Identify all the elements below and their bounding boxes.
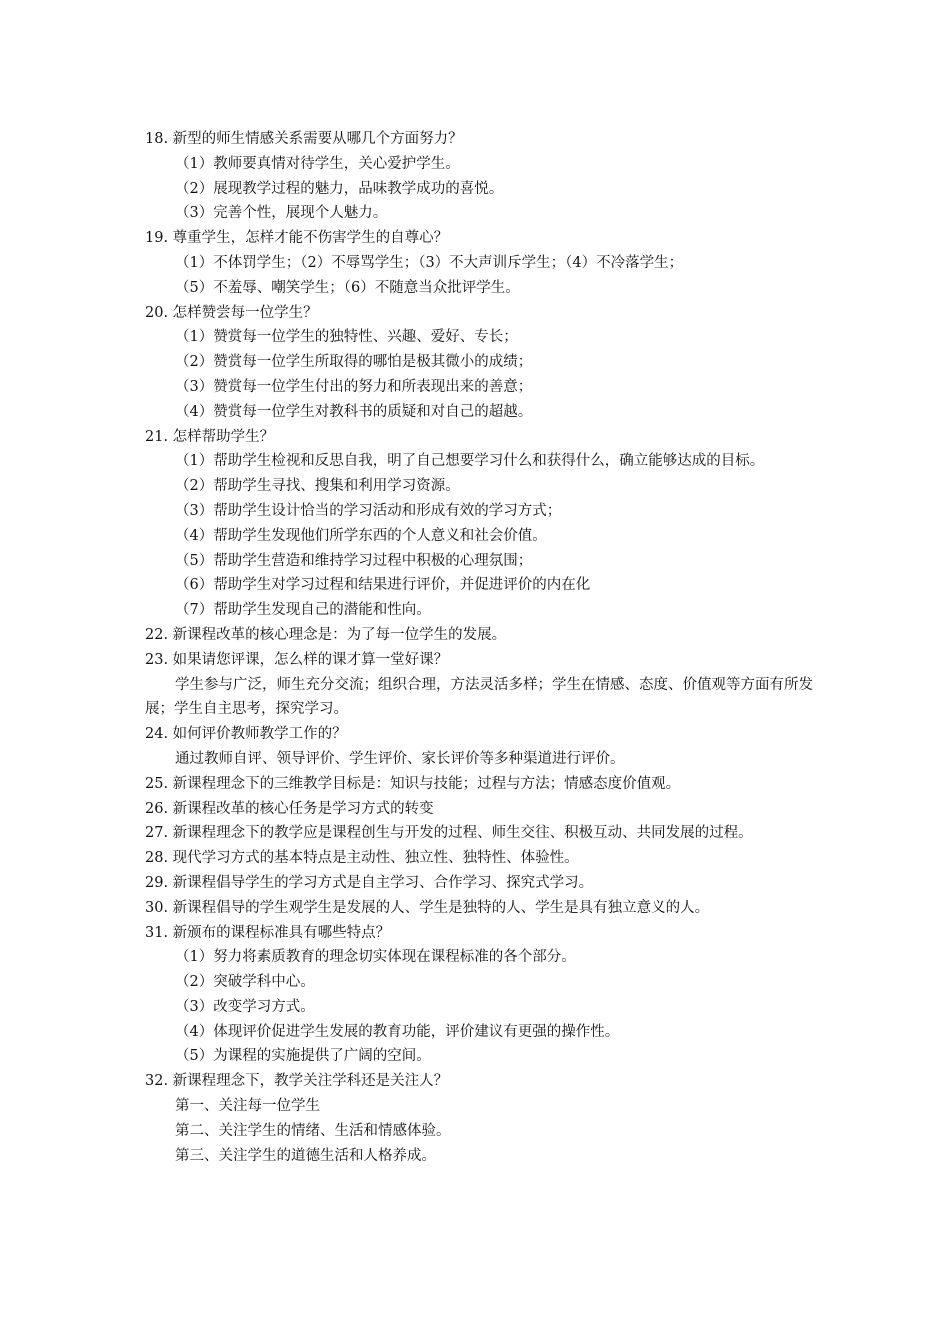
question-32: 32. 新课程理念下，教学关注学科还是关注人？ bbox=[145, 1073, 449, 1090]
question-21: 21. 怎样帮助学生？ bbox=[145, 428, 275, 445]
answer-line: （3）帮助学生设计恰当的学习活动和形成有效的学习方式； bbox=[175, 502, 562, 519]
answer-line: 第一、关注每一位学生 bbox=[175, 1098, 320, 1115]
answer-line: （3）改变学习方式。 bbox=[175, 998, 315, 1015]
answer-line: （2）帮助学生寻找、搜集和利用学习资源。 bbox=[175, 478, 460, 495]
answer-line: （7）帮助学生发现自己的潜能和性向。 bbox=[175, 602, 431, 619]
document-body bbox=[145, 127, 813, 1168]
answer-line: （2）突破学科中心。 bbox=[175, 974, 315, 991]
answer-line: （3）完善个性，展现个人魅力。 bbox=[175, 205, 388, 222]
question-19: 19. 尊重学生，怎样才能不伤害学生的自尊心？ bbox=[145, 230, 449, 247]
question-31: 31. 新颁布的课程标准具有哪些特点？ bbox=[145, 924, 391, 941]
question-18: 18. 新型的师生情感关系需要从哪几个方面努力？ bbox=[145, 131, 463, 147]
answer-line: （1）教师要真情对待学生，关心爱护学生。 bbox=[175, 155, 460, 172]
answer-paragraph: 学生参与广泛，师生充分交流；组织合理，方法灵活多样；学生在情感、态度、价值观等方面有所发展；学生自主思考，探究学习。 bbox=[145, 676, 813, 718]
answer-line: 第二、关注学生的情绪、生活和情感体验。 bbox=[175, 1122, 451, 1139]
answer-line: （1）不体罚学生；（2）不辱骂学生；（3）不大声训斥学生；（4）不冷落学生； bbox=[175, 254, 684, 271]
answer-line: 通过教师自评、领导评价、学生评价、家长评价等多种渠道进行评价。 bbox=[175, 750, 625, 767]
question-28: 28. 现代学习方式的基本特点是主动性、独立性、独特性、体验性。 bbox=[145, 850, 579, 867]
answer-line: （4）赞赏每一位学生对教科书的质疑和对自己的超越。 bbox=[175, 403, 533, 420]
question-26: 26. 新课程改革的核心任务是学习方式的转变 bbox=[145, 800, 434, 817]
answer-line: （3）赞赏每一位学生付出的努力和所表现出来的善意； bbox=[175, 378, 533, 395]
answer-line: 第三、关注学生的道德生活和人格养成。 bbox=[175, 1147, 436, 1164]
answer-line: （1）努力将素质教育的理念切实体现在课程标准的各个部分。 bbox=[175, 949, 576, 966]
question-25: 25. 新课程理念下的三维教学目标是：知识与技能；过程与方法；情感态度价值观。 bbox=[145, 775, 681, 792]
answer-line: （2）展现教学过程的魅力，品味教学成功的喜悦。 bbox=[175, 180, 504, 197]
question-29: 29. 新课程倡导学生的学习方式是自主学习、合作学习、探究式学习。 bbox=[145, 874, 594, 891]
question-23: 23. 如果请您评课，怎么样的课才算一堂好课？ bbox=[145, 651, 449, 668]
answer-line: （5）帮助学生营造和维持学习过程中积极的心理氛围； bbox=[175, 552, 533, 569]
answer-line: （4）帮助学生发现他们所学东西的个人意义和社会价值。 bbox=[175, 527, 547, 544]
answer-line: （4）体现评价促进学生发展的教育功能，评价建议有更强的操作性。 bbox=[175, 1023, 620, 1040]
answer-line: （2）赞赏每一位学生所取得的哪怕是极其微小的成绩； bbox=[175, 354, 533, 371]
question-24: 24. 如何评价教师教学工作的？ bbox=[145, 726, 347, 743]
answer-line: （6）帮助学生对学习过程和结果进行评价，并促进评价的内在化 bbox=[175, 577, 591, 594]
question-20: 20. 怎样赞尝每一位学生？ bbox=[145, 304, 318, 321]
answer-paragraph: （1）帮助学生检视和反思自我，明了自己想要学习什么和获得什么，确立能够达成的目标。 bbox=[175, 453, 765, 470]
question-22: 22. 新课程改革的核心理念是：为了每一位学生的发展。 bbox=[145, 626, 507, 643]
question-30: 30. 新课程倡导的学生观学生是发展的人、学生是独特的人、学生是具有独立意义的人。 bbox=[145, 899, 710, 916]
question-27: 27. 新课程理念下的教学应是课程创生与开发的过程、师生交往、积极互动、共同发展的过程。 bbox=[145, 825, 753, 842]
answer-line: （1）赞赏每一位学生的独特性、兴趣、爱好、专长； bbox=[175, 329, 518, 346]
answer-line: （5）不羞辱、嘲笑学生；（6）不随意当众批评学生。 bbox=[175, 279, 520, 296]
answer-line: （5）为课程的实施提供了广阔的空间。 bbox=[175, 1048, 431, 1065]
